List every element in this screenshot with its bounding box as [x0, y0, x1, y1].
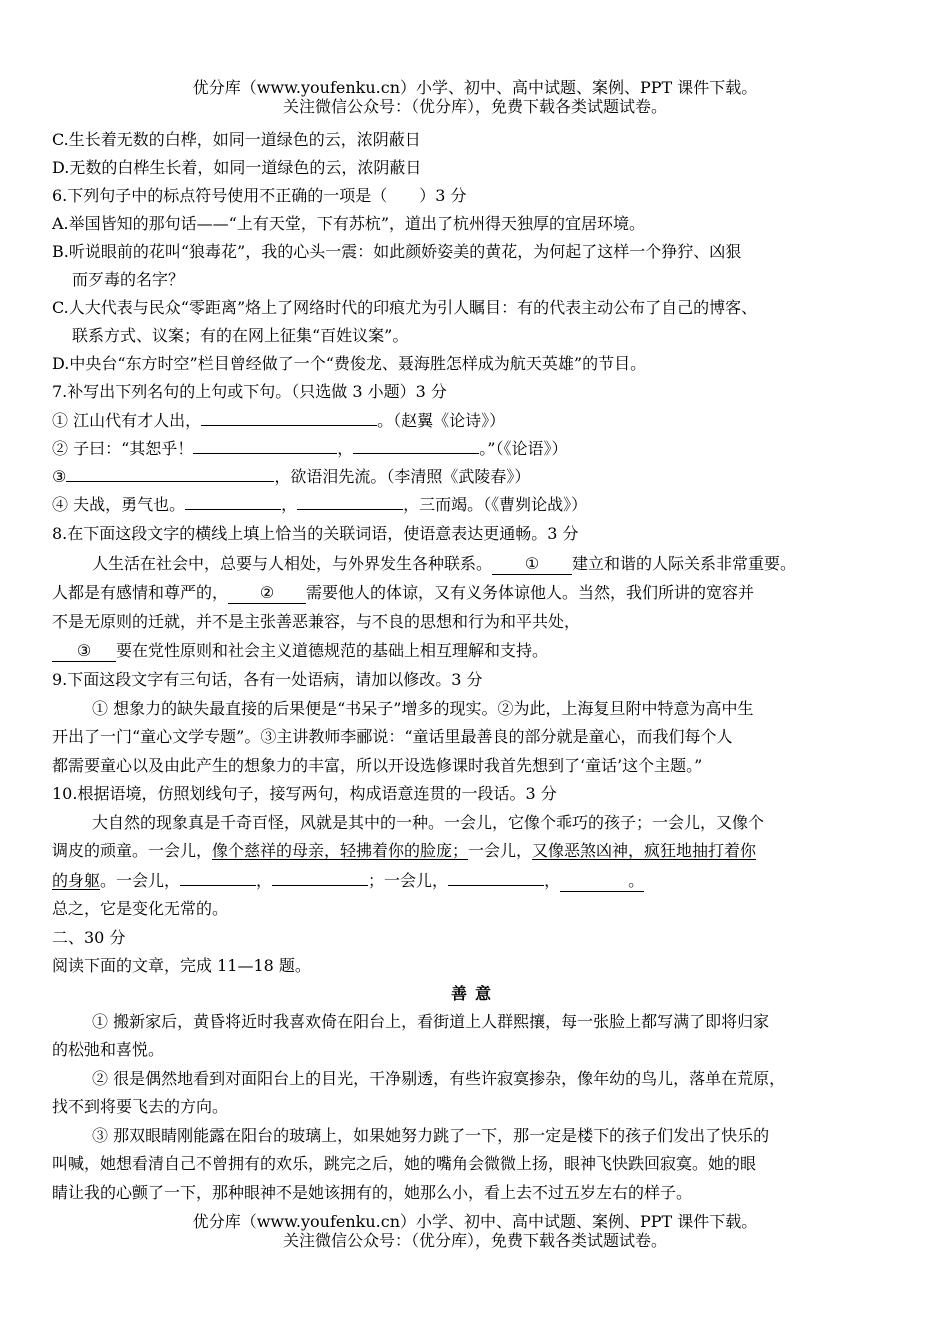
q8-blank-2[interactable]: ②: [228, 583, 306, 604]
q7-item-1: [52, 410, 505, 431]
q10-line-1: 大自然的现象真是千奇百怪，风就是其中的一种。一会儿，它像个乖巧的孩子；一会儿，又像个: [92, 813, 765, 832]
q9-line-2: 开出了一门“童心文学专题”。③主讲教师李郦说：“童话里最善良的部分就是童心，而我们每个人: [52, 727, 733, 746]
q8-line-4: [52, 641, 548, 662]
q8-line-1: [92, 554, 796, 575]
essay-title: 善意: [450, 984, 499, 1003]
q8-line-2: [52, 583, 754, 604]
header-line-1: 优分库（www.youfenku.cn）小学、初中、高中试题、案例、PPT 课件下载。: [192, 78, 758, 97]
q6-option-d: D.中央台“东方时空”栏目曾经做了一个“费俊龙、聂海胜怎样成为航天英雄”的节目。: [52, 354, 647, 373]
essay-p1-line-2: 的松弛和喜悦。: [52, 1040, 165, 1059]
q10-blank-3[interactable]: [448, 870, 544, 886]
q8-blank-1[interactable]: ①: [492, 554, 572, 575]
q7-item-2-blank-1[interactable]: [193, 438, 337, 454]
q7-item-1-suffix: 。（赵翼《论诗》）: [377, 411, 506, 430]
q10-blank-2[interactable]: [272, 870, 368, 886]
q10-line-2: [52, 841, 756, 861]
q8-text-1a: 人生活在社会中，总要与人相处，与外界发生各种联系。: [92, 554, 493, 573]
q10-text-2b: 一会儿，: [468, 841, 533, 860]
q7-item-4-blank-1[interactable]: [185, 494, 281, 510]
q10-text-3b: ，: [256, 871, 273, 890]
q10-underlined-model-3: 的身躯: [52, 871, 101, 890]
q6-option-c-line1: C.人大代表与民众“零距离”烙上了网络时代的印痕尤为引人瞩目：有的代表主动公布了自己的博客、: [52, 298, 758, 317]
q7-item-4-prefix: ④ 夫战，勇气也。: [52, 495, 186, 514]
q8-line-3: 不是无原则的迁就，并不是主张善恶兼容，与不良的思想和行为和平共处，: [52, 612, 581, 631]
q8-text-4b: 要在党性原则和社会主义道德规范的基础上相互理解和支持。: [116, 641, 549, 660]
q7-item-3: [52, 466, 530, 487]
q7-item-2-blank-2[interactable]: [353, 438, 479, 454]
q6-option-b-line1: B.听说眼前的花叫“狼毒花”，我的心头一震：如此颜娇姿美的黄花，为何起了这样一个狰狞、凶狠: [52, 242, 742, 261]
essay-p3-line-1: ③ 那双眼睛刚能露在阳台的玻璃上，如果她努力跳了一下，那一定是楼下的孩子们发出了快乐的: [92, 1126, 770, 1145]
q6-option-a: A.举国皆知的那句话——“上有天堂，下有苏杭”，道出了杭州得天独厚的宜居环境。: [52, 214, 646, 233]
essay-p3-line-2: 叫喊，她想看清自己不曾拥有的欢乐，跳完之后，她的嘴角会微微上扬，眼神飞快跌回寂寞。她的眼: [52, 1154, 757, 1173]
q10-text-2a: 调皮的顽童。一会儿，: [52, 841, 213, 860]
q7-item-3-blank[interactable]: [66, 466, 274, 482]
q8-text-1b: 建立和谐的人际关系非常重要。: [572, 554, 797, 573]
q10-text-3d: ，: [544, 871, 561, 890]
q10-blank-1[interactable]: [180, 870, 256, 886]
q8-text-2b: 需要他人的体谅，又有义务体谅他人。当然，我们所讲的宽容并: [306, 583, 755, 602]
footer-line-1: 优分库（www.youfenku.cn）小学、初中、高中试题、案例、PPT 课件下载。: [192, 1212, 758, 1231]
essay-p3-line-3: 睛让我的心颤了一下，那种眼神不是她该拥有的，她那么小，看上去不过五岁左右的样子。: [52, 1183, 693, 1202]
q5-option-c: C.生长着无数的白桦，如同一道绿色的云，浓阴蔽日: [52, 130, 421, 149]
q7-item-4-blank-2[interactable]: [297, 494, 403, 510]
essay-p1-line-1: ① 搬新家后，黄昏将近时我喜欢倚在阳台上，看街道上人群熙攘，每一张脸上都写满了即将归家: [92, 1012, 770, 1031]
q10-text-3c: ；一会儿，: [368, 871, 449, 890]
q7-item-1-blank[interactable]: [201, 410, 377, 426]
q7-item-3-suffix: ，欲语泪先流。（李清照《武陵春》）: [274, 467, 531, 486]
header-line-2: 关注微信公众号：（优分库），免费下载各类试题试卷。: [282, 97, 667, 116]
q6-option-c-line2: 联系方式、议案；有的在网上征集“百姓议案”。: [72, 326, 409, 345]
q10-underlined-model-2: 又像恶煞凶神，疯狂地抽打着你: [532, 841, 757, 860]
essay-p2-line-2: 找不到将要飞去的方向。: [52, 1097, 229, 1116]
q7-item-4: [52, 494, 587, 515]
q10-underlined-model-1: 像个慈祥的母亲，轻拂着你的脸庞；: [212, 841, 469, 860]
q10-text-3a: 。一会儿，: [100, 871, 181, 890]
q7-item-3-prefix: ③: [52, 467, 67, 486]
q7-item-4-suffix: ，三而竭。（《曹刿论战》）: [403, 495, 588, 514]
q6-option-b-line2: 而歹毒的名字？: [72, 270, 185, 289]
q9-line-1: ① 想象力的缺失最直接的后果便是“书呆子”增多的现实。②为此，上海复旦附中特意为高中生: [92, 699, 754, 718]
q6-stem: 6.下列句子中的标点符号使用不正确的一项是（ ）3 分: [52, 186, 467, 205]
q7-item-2-suffix: 。”（《论语》）: [479, 439, 568, 458]
essay-p2-line-1: ② 很是偶然地看到对面阳台上的目光，干净剔透，有些许寂寞掺杂，像年幼的鸟儿，落单在荒原，: [92, 1069, 786, 1088]
q8-text-2a: 人都是有感情和尊严的，: [52, 583, 229, 602]
q10-line-3: [52, 870, 644, 892]
q7-item-2-comma: ，: [337, 439, 354, 458]
section-2-intro: 阅读下面的文章，完成 11—18 题。: [52, 956, 311, 975]
q5-option-d: D.无数的白桦生长着，如同一道绿色的云，浓阴蔽日: [52, 158, 422, 177]
q7-item-2-prefix: ② 子曰：“其恕乎！: [52, 439, 194, 458]
section-2-title: 二、30 分: [52, 928, 126, 947]
footer-line-2: 关注微信公众号：（优分库），免费下载各类试题试卷。: [282, 1231, 667, 1250]
q9-line-3: 都需要童心以及由此产生的想象力的丰富，所以开设选修课时我首先想到了‘童话’这个主题。”: [52, 756, 703, 775]
q10-line-4: 总之，它是变化无常的。: [52, 899, 229, 918]
q8-blank-3[interactable]: ③: [52, 641, 116, 662]
q10-blank-4[interactable]: 。: [560, 871, 644, 892]
q8-stem: 8.在下面这段文字的横线上填上恰当的关联词语，使语意表达更通畅。3 分: [52, 524, 579, 543]
q10-stem: 10.根据语境，仿照划线句子，接写两句，构成语意连贯的一段话。3 分: [52, 784, 557, 803]
q7-item-4-comma: ，: [281, 495, 298, 514]
q7-item-1-prefix: ① 江山代有才人出，: [52, 411, 202, 430]
q9-stem: 9.下面这段文字有三句话，各有一处语病，请加以修改。3 分: [52, 670, 483, 689]
q7-item-2: [52, 438, 567, 459]
q7-stem: 7.补写出下列名句的上句或下句。（只选做 3 小题）3 分: [52, 382, 447, 401]
